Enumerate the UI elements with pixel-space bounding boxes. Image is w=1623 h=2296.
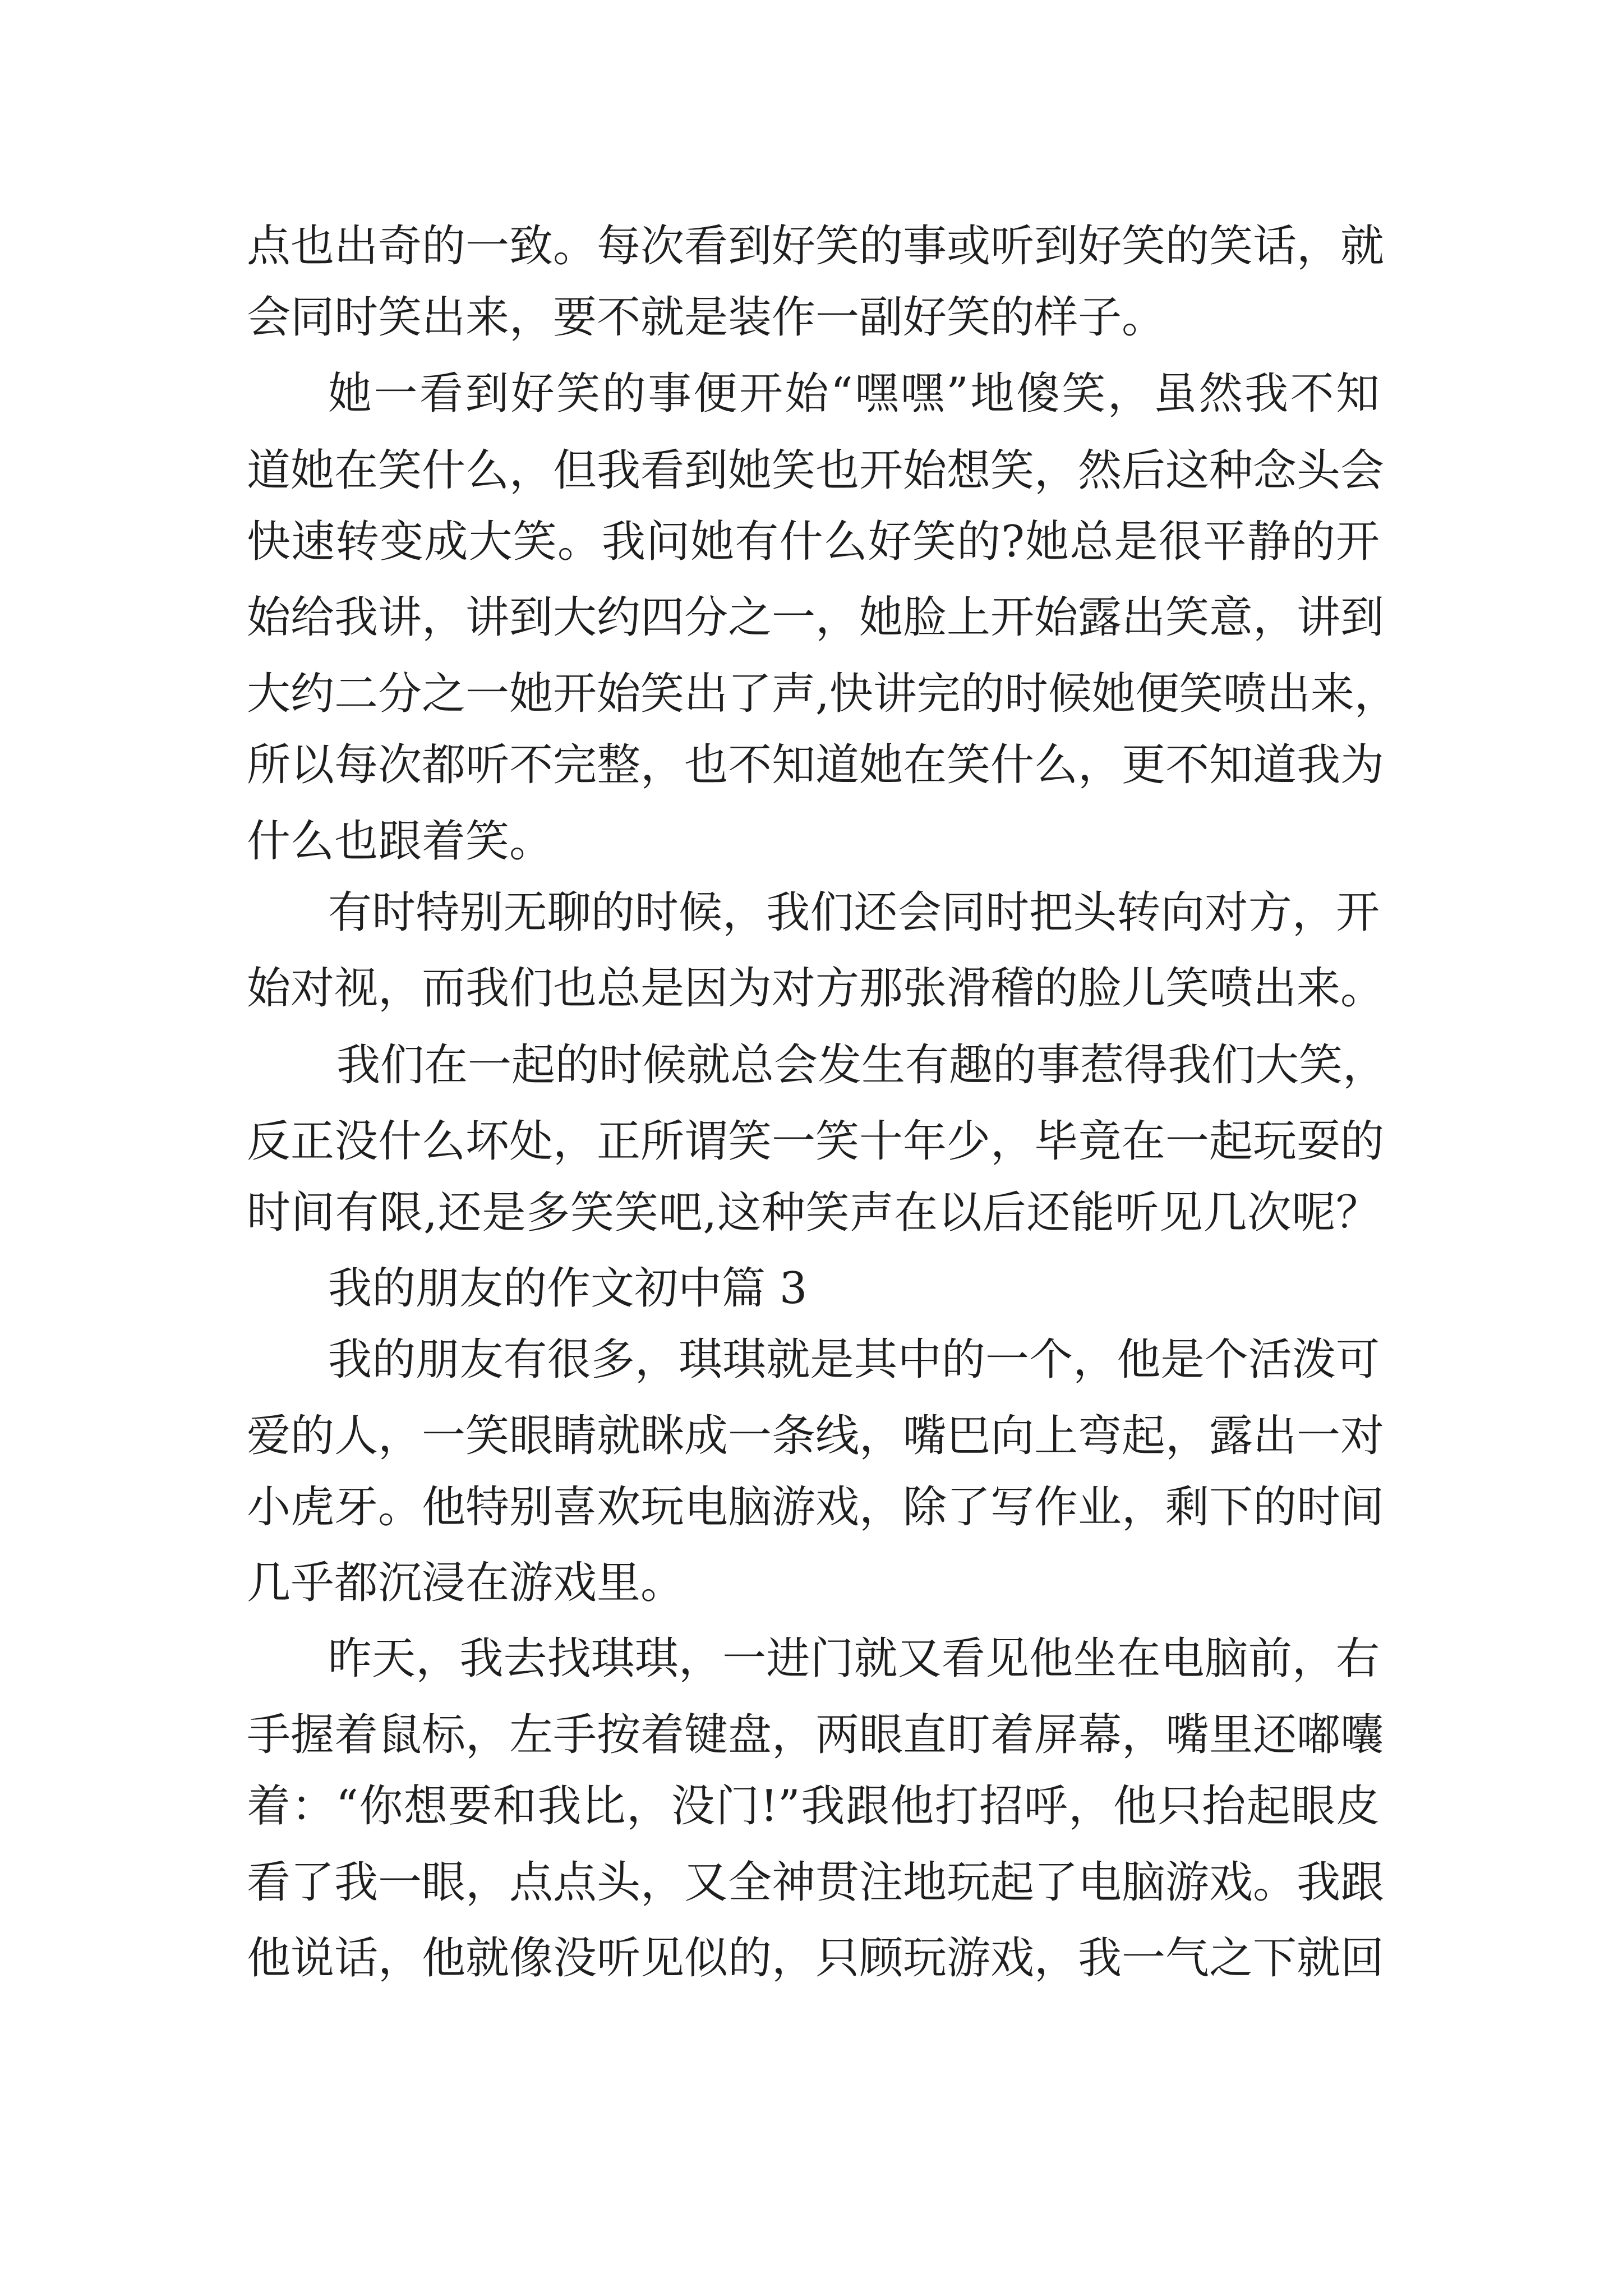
paragraph-line: 所以每次都听不完整，也不知道她在笑什么，更不知道我为 [247,740,1385,790]
paragraph-line: 快速转变成大笑。我问她有什么好笑的?她总是很平静的开 [247,517,1380,567]
paragraph-line: 我的朋友有很多，琪琪就是其中的一个，他是个活泼可 [328,1335,1380,1385]
paragraph-line: 时间有限,还是多笑笑吧,这种笑声在以后还能听见几次呢？ [247,1188,1380,1238]
paragraph-line: 他说话，他就像没听见似的，只顾玩游戏，我一气之下就回 [247,1933,1385,1984]
paragraph-line: 什么也跟着笑。 [247,816,554,867]
section-heading: 我的朋友的作文初中篇 3 [328,1263,808,1314]
paragraph-line: 手握着鼠标，左手按着键盘，两眼直盯着屏幕，嘴里还嘟囔 [247,1710,1385,1760]
paragraph-line: 始给我讲，讲到大约四分之一，她脸上开始露出笑意，讲到 [247,592,1385,643]
paragraph-line: 会同时笑出来，要不就是装作一副好笑的样子。 [247,292,1166,343]
paragraph-line: 她一看到好笑的事便开始“嘿嘿”地傻笑，虽然我不知 [328,369,1380,419]
paragraph-line: 昨天，我去找琪琪，一进门就又看见他坐在电脑前，右 [328,1634,1380,1684]
paragraph-line: 着：“你想要和我比，没门!”我跟他打招呼，他只抬起眼皮 [247,1781,1380,1832]
paragraph-line: 有时特别无聊的时候，我们还会同时把头转向对方，开 [328,887,1380,938]
paragraph-line: 道她在笑什么，但我看到她笑也开始想笑，然后这种念头会 [247,445,1385,496]
paragraph-line: 大约二分之一她开始笑出了声,快讲完的时候她便笑喷出来， [247,669,1398,719]
paragraph-line: 反正没什么坏处，正所谓笑一笑十年少，毕竟在一起玩耍的 [247,1116,1385,1167]
paragraph-line: 我们在一起的时候就总会发生有趣的事惹得我们大笑， [336,1040,1387,1091]
paragraph-line: 看了我一眼，点点头，又全神贯注地玩起了电脑游戏。我跟 [247,1857,1385,1908]
paragraph-line: 爱的人，一笑眼睛就眯成一条线，嘴巴向上弯起，露出一对 [247,1411,1385,1461]
paragraph-line: 几乎都沉浸在游戏里。 [247,1558,685,1608]
paragraph-line: 点也出奇的一致。每次看到好笑的事或听到好笑的笑话，就 [247,221,1385,272]
paragraph-line: 始对视，而我们也总是因为对方那张滑稽的脸儿笑喷出来。 [247,963,1385,1014]
paragraph-line: 小虎牙。他特别喜欢玩电脑游戏，除了写作业，剩下的时间 [247,1482,1385,1533]
